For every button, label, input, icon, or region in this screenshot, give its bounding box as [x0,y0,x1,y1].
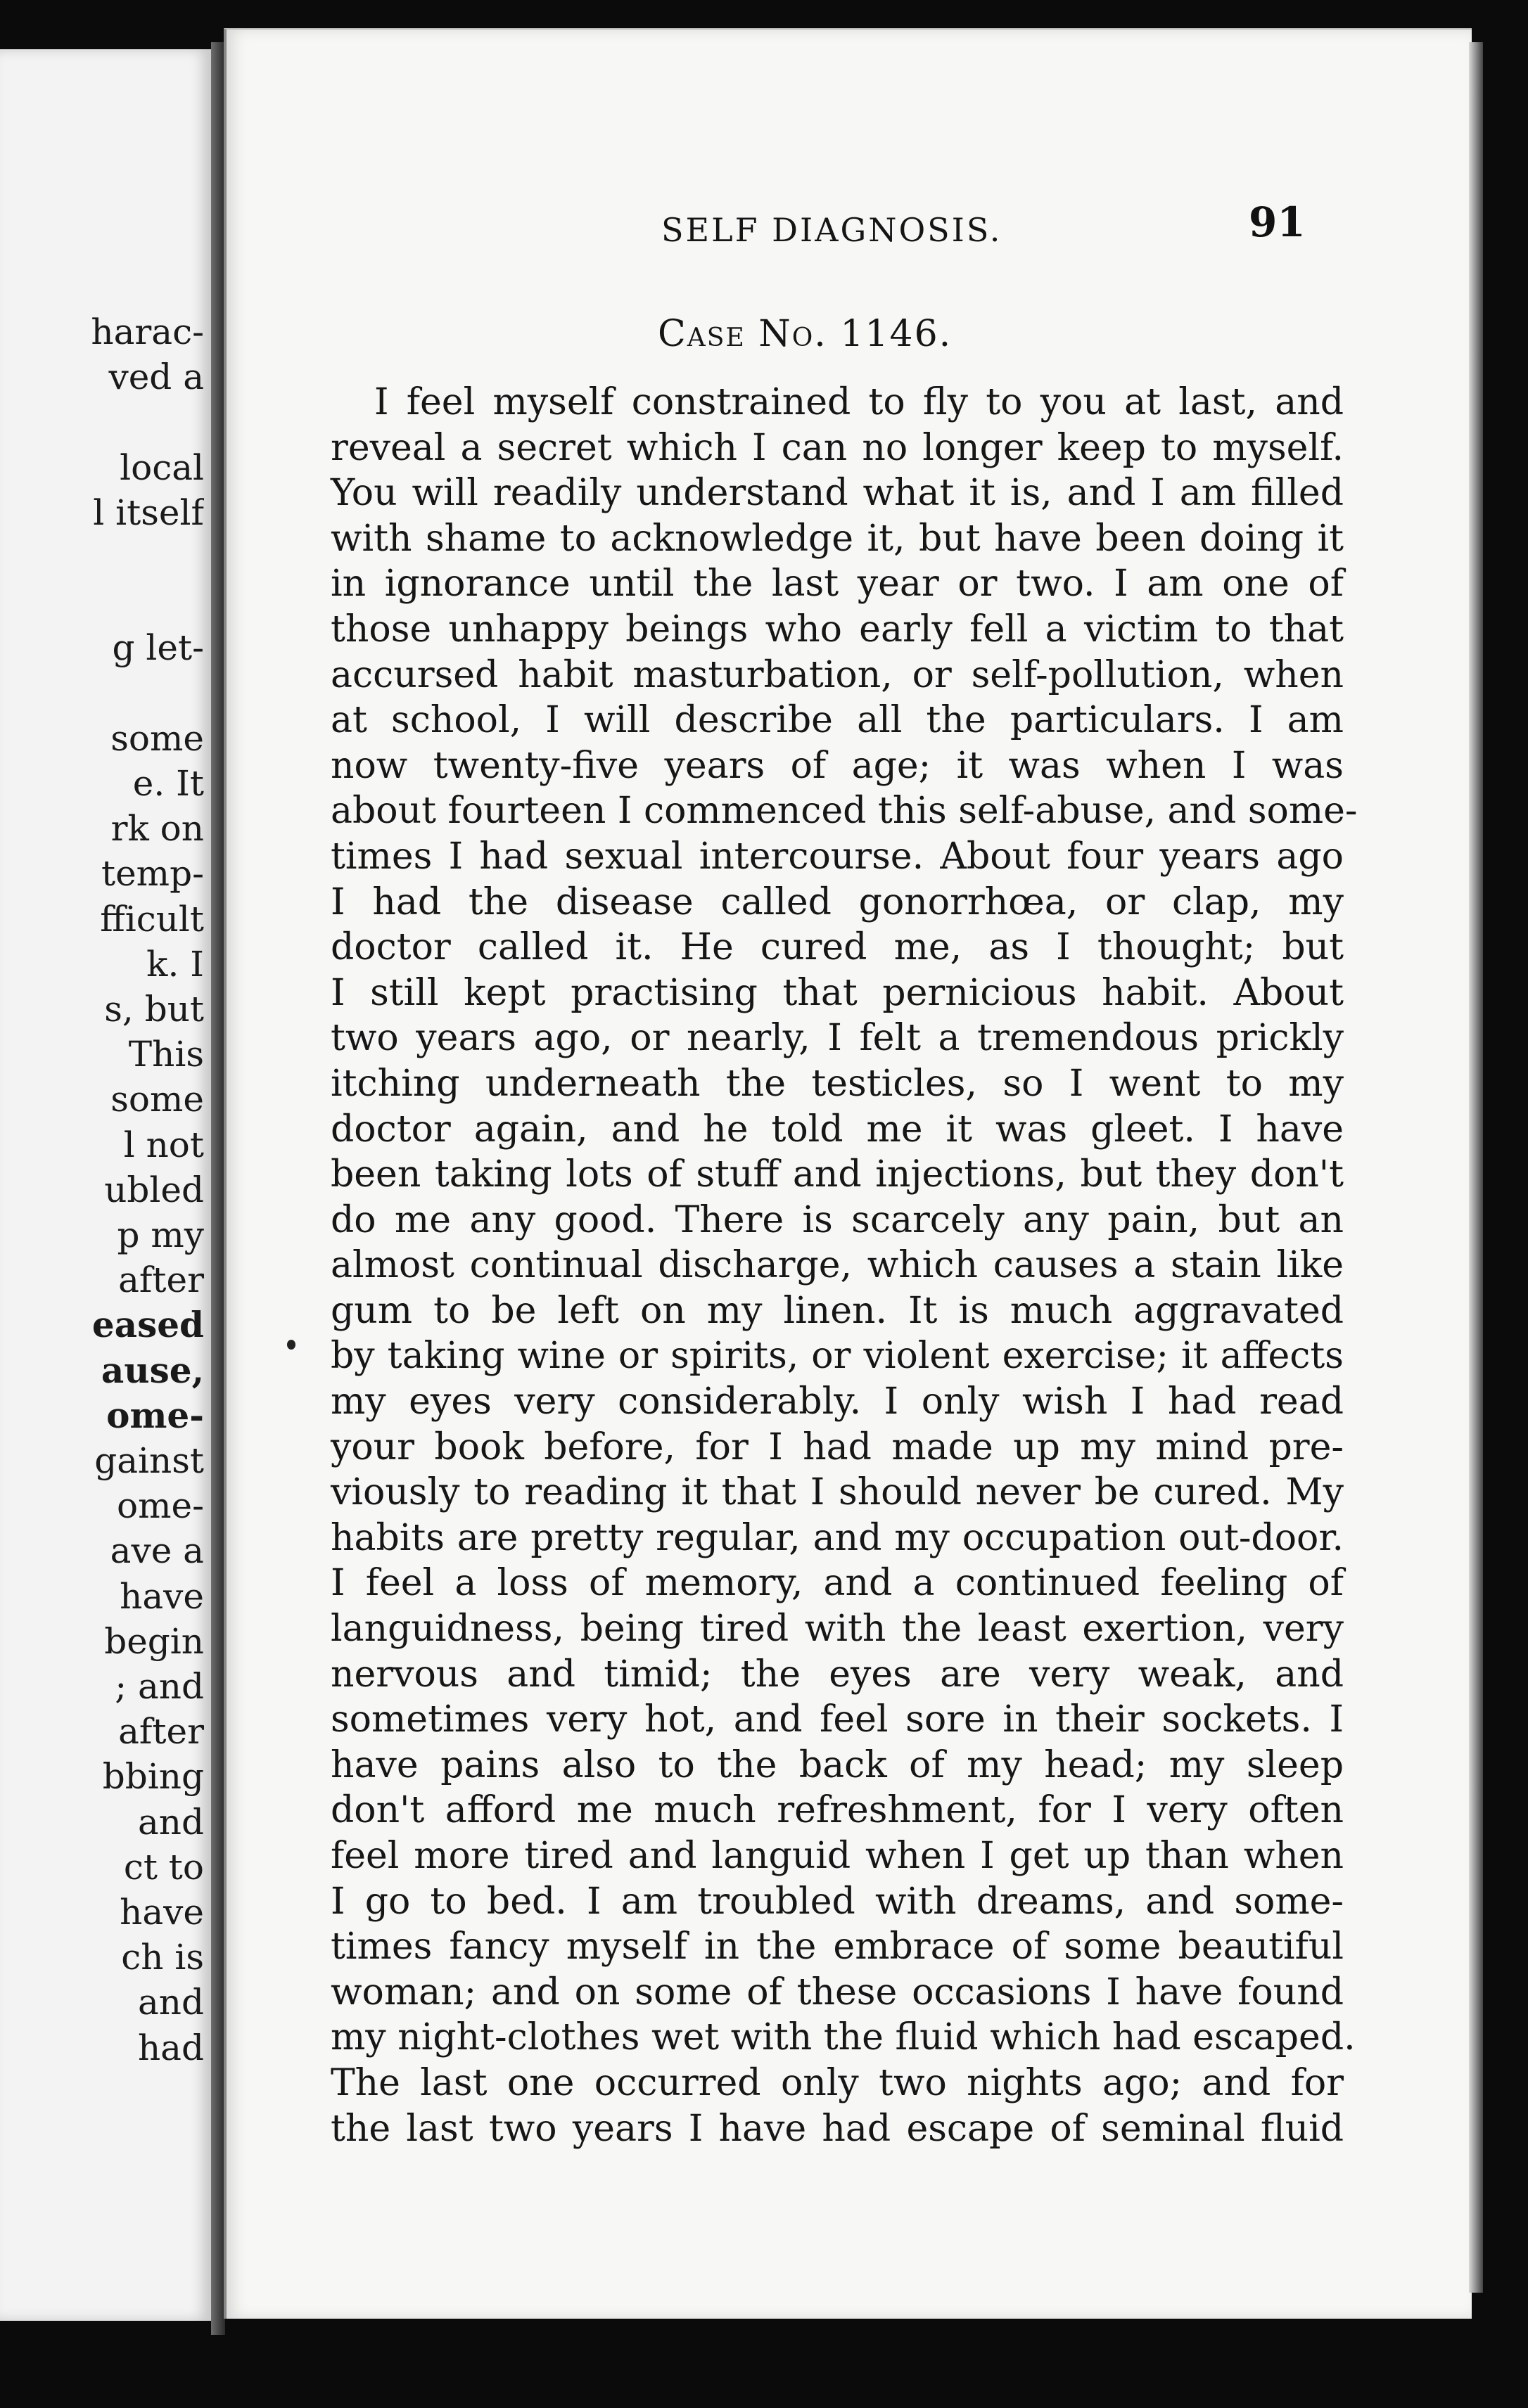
body-text-line: accursed habit masturbation, or self-pollution, when [331,653,1344,696]
left-page-line: gainst [94,1440,204,1481]
body-text-line: viously to reading it that I should never be cured. My [331,1471,1344,1514]
left-page-line: have [120,1892,204,1933]
body-text-line: itching underneath the testicles, so I went to my [331,1062,1344,1105]
body-text-line: I feel a loss of memory, and a continued feeling of [331,1562,1344,1605]
body-text-line: sometimes very hot, and feel sore in their sockets. I [331,1698,1344,1741]
body-text-line: have pains also to the back of my head; my sleep [331,1743,1344,1786]
body-text-line: those unhappy beings who early fell a victim to that [331,608,1344,651]
body-text-line: I had the disease called gonorrhœa, or clap, my [331,880,1344,923]
body-text-line: been taking lots of stuff and injections, but they don't [331,1153,1344,1196]
left-page-line: and [137,1801,204,1843]
body-text-line: times fancy myself in the embrace of some beautiful [331,1926,1344,1968]
page-number: 91 [1249,198,1306,246]
body-text-line: with shame to acknowledge it, but have been doing it [331,517,1344,560]
body-text-line: doctor again, and he told me it was gleet. I have [331,1108,1344,1151]
left-page-line: ch is [121,1937,204,1978]
body-text-line: I feel myself constrained to fly to you at last, and [374,381,1344,423]
left-page-line [7,580,204,625]
body-text-line: feel more tired and languid when I get up than when [331,1835,1344,1877]
left-page-line: This [128,1034,204,1075]
left-page-line: have [120,1575,204,1617]
left-page-line: k. I [146,943,204,985]
body-text-line: now twenty-five years of age; it was when I was [331,744,1344,787]
left-page-line: local [120,447,204,488]
left-page-line: ause, [101,1349,204,1391]
left-page-line: p my [117,1215,204,1255]
body-text-line: do me any good. There is scarcely any pain, but an [331,1198,1344,1241]
left-page-line: ave a [110,1530,204,1572]
left-page-line: ved a [108,357,204,398]
body-text-line: your book before, for I had made up my mind pre- [331,1426,1344,1468]
body-text-line: my night-clothes wet with the fluid which had escaped. [331,2016,1356,2059]
body-text-line: times I had sexual intercourse. About four years ago [331,835,1344,878]
body-text-line: gum to be left on my linen. It is much aggravated [331,1289,1344,1332]
left-page-line: some [110,717,204,759]
body-text-line: doctor called it. He cured me, as I thought; but [331,926,1344,969]
left-page-line: ome- [106,1394,204,1436]
body-text-line: almost continual discharge, which causes a stain like [331,1244,1344,1287]
left-page-line: begin [104,1620,204,1662]
left-page-line: ome- [117,1485,204,1527]
body-text-line: habits are pretty regular, and my occupation out-door. [331,1516,1344,1559]
body-text-line: about fourteen I commenced this self-abuse, and some- [331,790,1358,833]
left-page-line: s, but [104,989,204,1030]
left-page-line: fficult [100,898,204,940]
body-text [331,380,1358,2151]
left-page-line: temp- [101,853,204,895]
body-text-line: by taking wine or spirits, or violent exercise; it affects [331,1335,1344,1378]
left-page-line: some [110,1079,204,1120]
running-head: SELF DIAGNOSIS. [661,211,1002,249]
body-text-line: in ignorance until the last year or two. I am one of [331,563,1344,606]
left-page-line: after [118,1711,204,1753]
body-text-line: I still kept practising that pernicious habit. About [331,971,1344,1014]
body-text-line: woman; and on some of these occasions I have found [331,1971,1344,2013]
body-text-line: I go to bed. I am troubled with dreams, and some- [331,1880,1344,1923]
left-page-line: had [137,2027,204,2068]
left-page-line: g let- [112,627,204,669]
book-gutter [211,42,225,2335]
left-page-line: and [137,1982,204,2023]
page-edge [1469,42,1483,2293]
left-page-line: l not [123,1124,204,1165]
ink-speck [287,1340,295,1350]
case-heading: Case No. 1146. [658,313,953,355]
left-page-line: harac- [91,312,204,352]
left-page-line: l itself [93,492,204,533]
left-page-line [7,671,204,716]
left-page [0,49,213,2321]
body-text-line: The last one occurred only two nights ago; and for [331,2061,1344,2104]
body-text-line: reveal a secret which I can no longer keep to myself. [331,426,1344,469]
left-page-line: rk on [110,808,204,850]
left-page-line: ct to [123,1846,204,1888]
body-text-line: my eyes very considerably. I only wish I had read [331,1381,1344,1423]
left-page-line [7,399,204,444]
body-text-line: don't afford me much refreshment, for I very often [331,1789,1344,1832]
body-text-line: the last two years I have had escape of seminal fluid [331,2107,1344,2150]
left-page-line: e. It [132,763,204,804]
body-text-line: nervous and timid; the eyes are very weak, and [331,1653,1344,1696]
left-page-line: eased [91,1304,204,1346]
left-page-line: ubled [104,1169,204,1210]
body-text-line: You will readily understand what it is, and I am filled [331,472,1344,515]
body-text-line: languidness, being tired with the least exertion, very [331,1608,1344,1651]
left-page-line: ; and [115,1666,204,1707]
left-page-line: after [118,1260,204,1301]
body-text-line: two years ago, or nearly, I felt a tremendous prickly [331,1017,1344,1060]
left-page-line: bbing [102,1756,204,1798]
body-text-line: at school, I will describe all the particulars. I am [331,699,1344,742]
left-page-line [7,535,204,580]
